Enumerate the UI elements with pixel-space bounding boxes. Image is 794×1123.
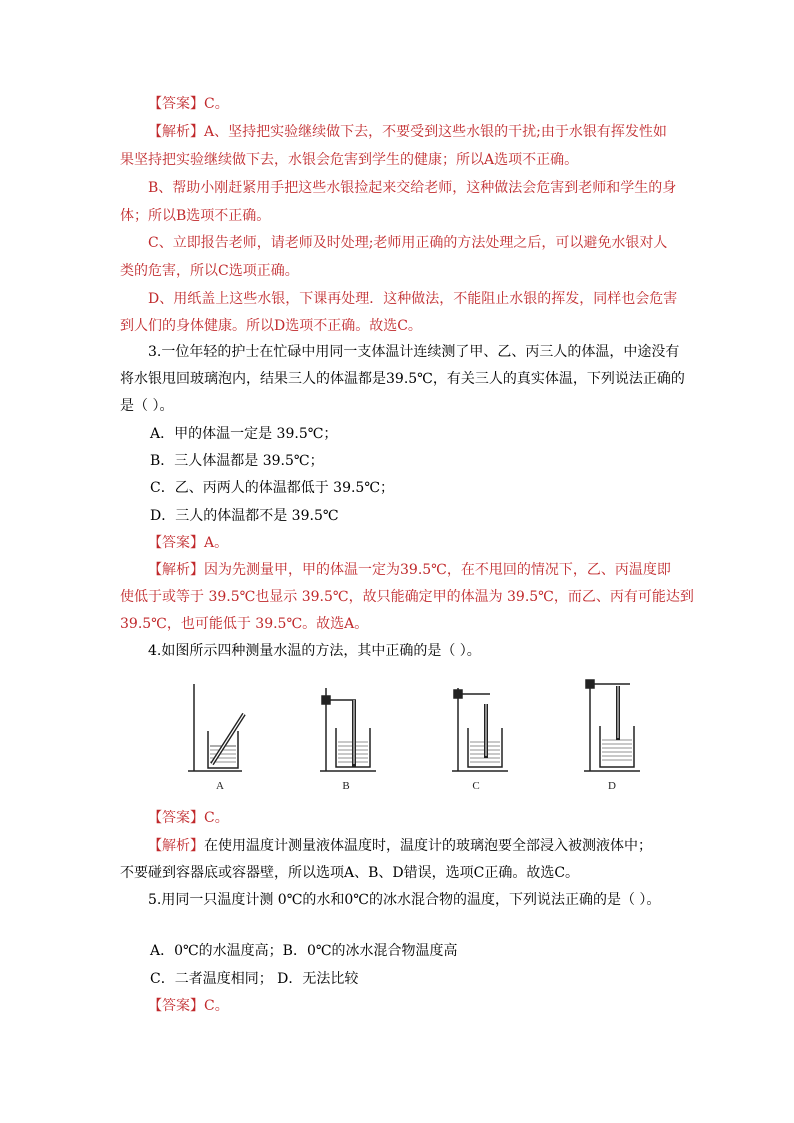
analysis-line: C、立即报告老师，请老师及时处理;老师用正确的方法处理之后，可以避免水银对人 bbox=[148, 235, 668, 251]
answer-text: C。 bbox=[204, 998, 229, 1014]
answer-text: A。 bbox=[204, 535, 229, 551]
analysis-text: 因为先测量甲，甲的体温一定为39.5℃，在不甩回的情况下，乙、丙温度即 bbox=[204, 562, 671, 578]
analysis-line bbox=[148, 836, 794, 856]
analysis-tag: 【解析】 bbox=[148, 562, 204, 578]
analysis-line bbox=[148, 122, 794, 142]
answer-line bbox=[148, 808, 794, 828]
analysis-line: 类的危害，所以C选项正确。 bbox=[120, 263, 299, 279]
thermometer-figure bbox=[180, 676, 640, 776]
answer-tag: 【答案】 bbox=[148, 535, 204, 551]
setup-a-diagram bbox=[188, 684, 244, 771]
question-5-stem: 5.用同一只温度计测 0℃的水和0℃的冰水混合物的温度，下列说法正确的是（ ）。 bbox=[148, 892, 661, 908]
analysis-line: 39.5℃，也可能低于 39.5℃。故选A。 bbox=[120, 616, 369, 632]
analysis-line: 果坚持把实验继续做下去，水银会危害到学生的健康；所以A选项不正确。 bbox=[120, 152, 579, 168]
answer-line bbox=[148, 996, 794, 1016]
answer-tag: 【答案】 bbox=[148, 810, 204, 826]
analysis-line: 不要碰到容器底或容器壁，所以选项A、B、D错误，选项C正确。故选C。 bbox=[120, 865, 580, 881]
figure-label-b: B bbox=[342, 780, 350, 792]
question-5-options-cd: C．二者温度相同； D．无法比较 bbox=[150, 971, 359, 987]
question-3-option-b: B．三人体温都是 39.5℃； bbox=[150, 453, 324, 469]
analysis-line: 体；所以B选项不正确。 bbox=[120, 208, 271, 224]
answer-tag: 【答案】 bbox=[148, 998, 204, 1014]
analysis-line: 使低于或等于 39.5℃也显示 39.5℃，故只能确定甲的体温为 39.5℃，而乙、丙有可能达到 bbox=[120, 589, 694, 605]
analysis-tag: 【解析】 bbox=[148, 124, 204, 140]
analysis-line: 到人们的身体健康。所以D选项不正确。故选C。 bbox=[120, 318, 422, 334]
analysis-line bbox=[148, 560, 794, 580]
analysis-text: 在使用温度计测量液体温度时，温度计的玻璃泡要全部浸入被测液体中； bbox=[204, 838, 652, 854]
analysis-text: A、坚持把实验继续做下去，不要受到这些水银的干扰;由于水银有挥发性如 bbox=[204, 124, 667, 140]
analysis-line: D、用纸盖上这些水银，下课再处理．这种做法，不能阻止水银的挥发，同样也会危害 bbox=[148, 291, 678, 307]
analysis-tag: 【解析】 bbox=[148, 838, 204, 854]
setup-d-diagram bbox=[584, 680, 640, 771]
question-3-option-c: C．乙、丙两人的体温都低于 39.5℃； bbox=[150, 480, 394, 496]
figure-label-c: C bbox=[472, 780, 480, 792]
figure-label-d: D bbox=[608, 780, 616, 792]
question-5-options-ab: A．0℃的水温度高；B．0℃的冰水混合物温度高 bbox=[150, 943, 458, 959]
question-4-stem: 4.如图所示四种测量水温的方法，其中正确的是（ ）。 bbox=[148, 643, 481, 659]
answer-tag: 【答案】 bbox=[148, 96, 204, 112]
answer-text: C。 bbox=[204, 810, 229, 826]
question-3-stem: 3.一位年轻的护士在忙碌中用同一支体温计连续测了甲、乙、丙三人的体温，中途没有 bbox=[148, 344, 680, 360]
question-3-stem: 是（ ）。 bbox=[120, 398, 174, 414]
question-3-option-a: A．甲的体温一定是 39.5℃； bbox=[150, 426, 338, 442]
setup-c-diagram bbox=[452, 688, 508, 771]
setup-b-diagram bbox=[320, 688, 376, 771]
question-3-stem: 将水银甩回玻璃泡内，结果三人的体温都是39.5℃，有关三人的真实体温，下列说法正确的 bbox=[120, 371, 685, 387]
answer-line bbox=[148, 533, 794, 553]
answer-text: C。 bbox=[204, 96, 229, 112]
analysis-line: B、帮助小刚赶紧用手把这些水银捡起来交给老师，这种做法会危害到老师和学生的身 bbox=[148, 180, 677, 196]
figure-label-a: A bbox=[216, 780, 224, 792]
answer-line bbox=[148, 94, 794, 114]
question-3-option-d: D．三人的体温都不是 39.5℃ bbox=[150, 508, 339, 524]
